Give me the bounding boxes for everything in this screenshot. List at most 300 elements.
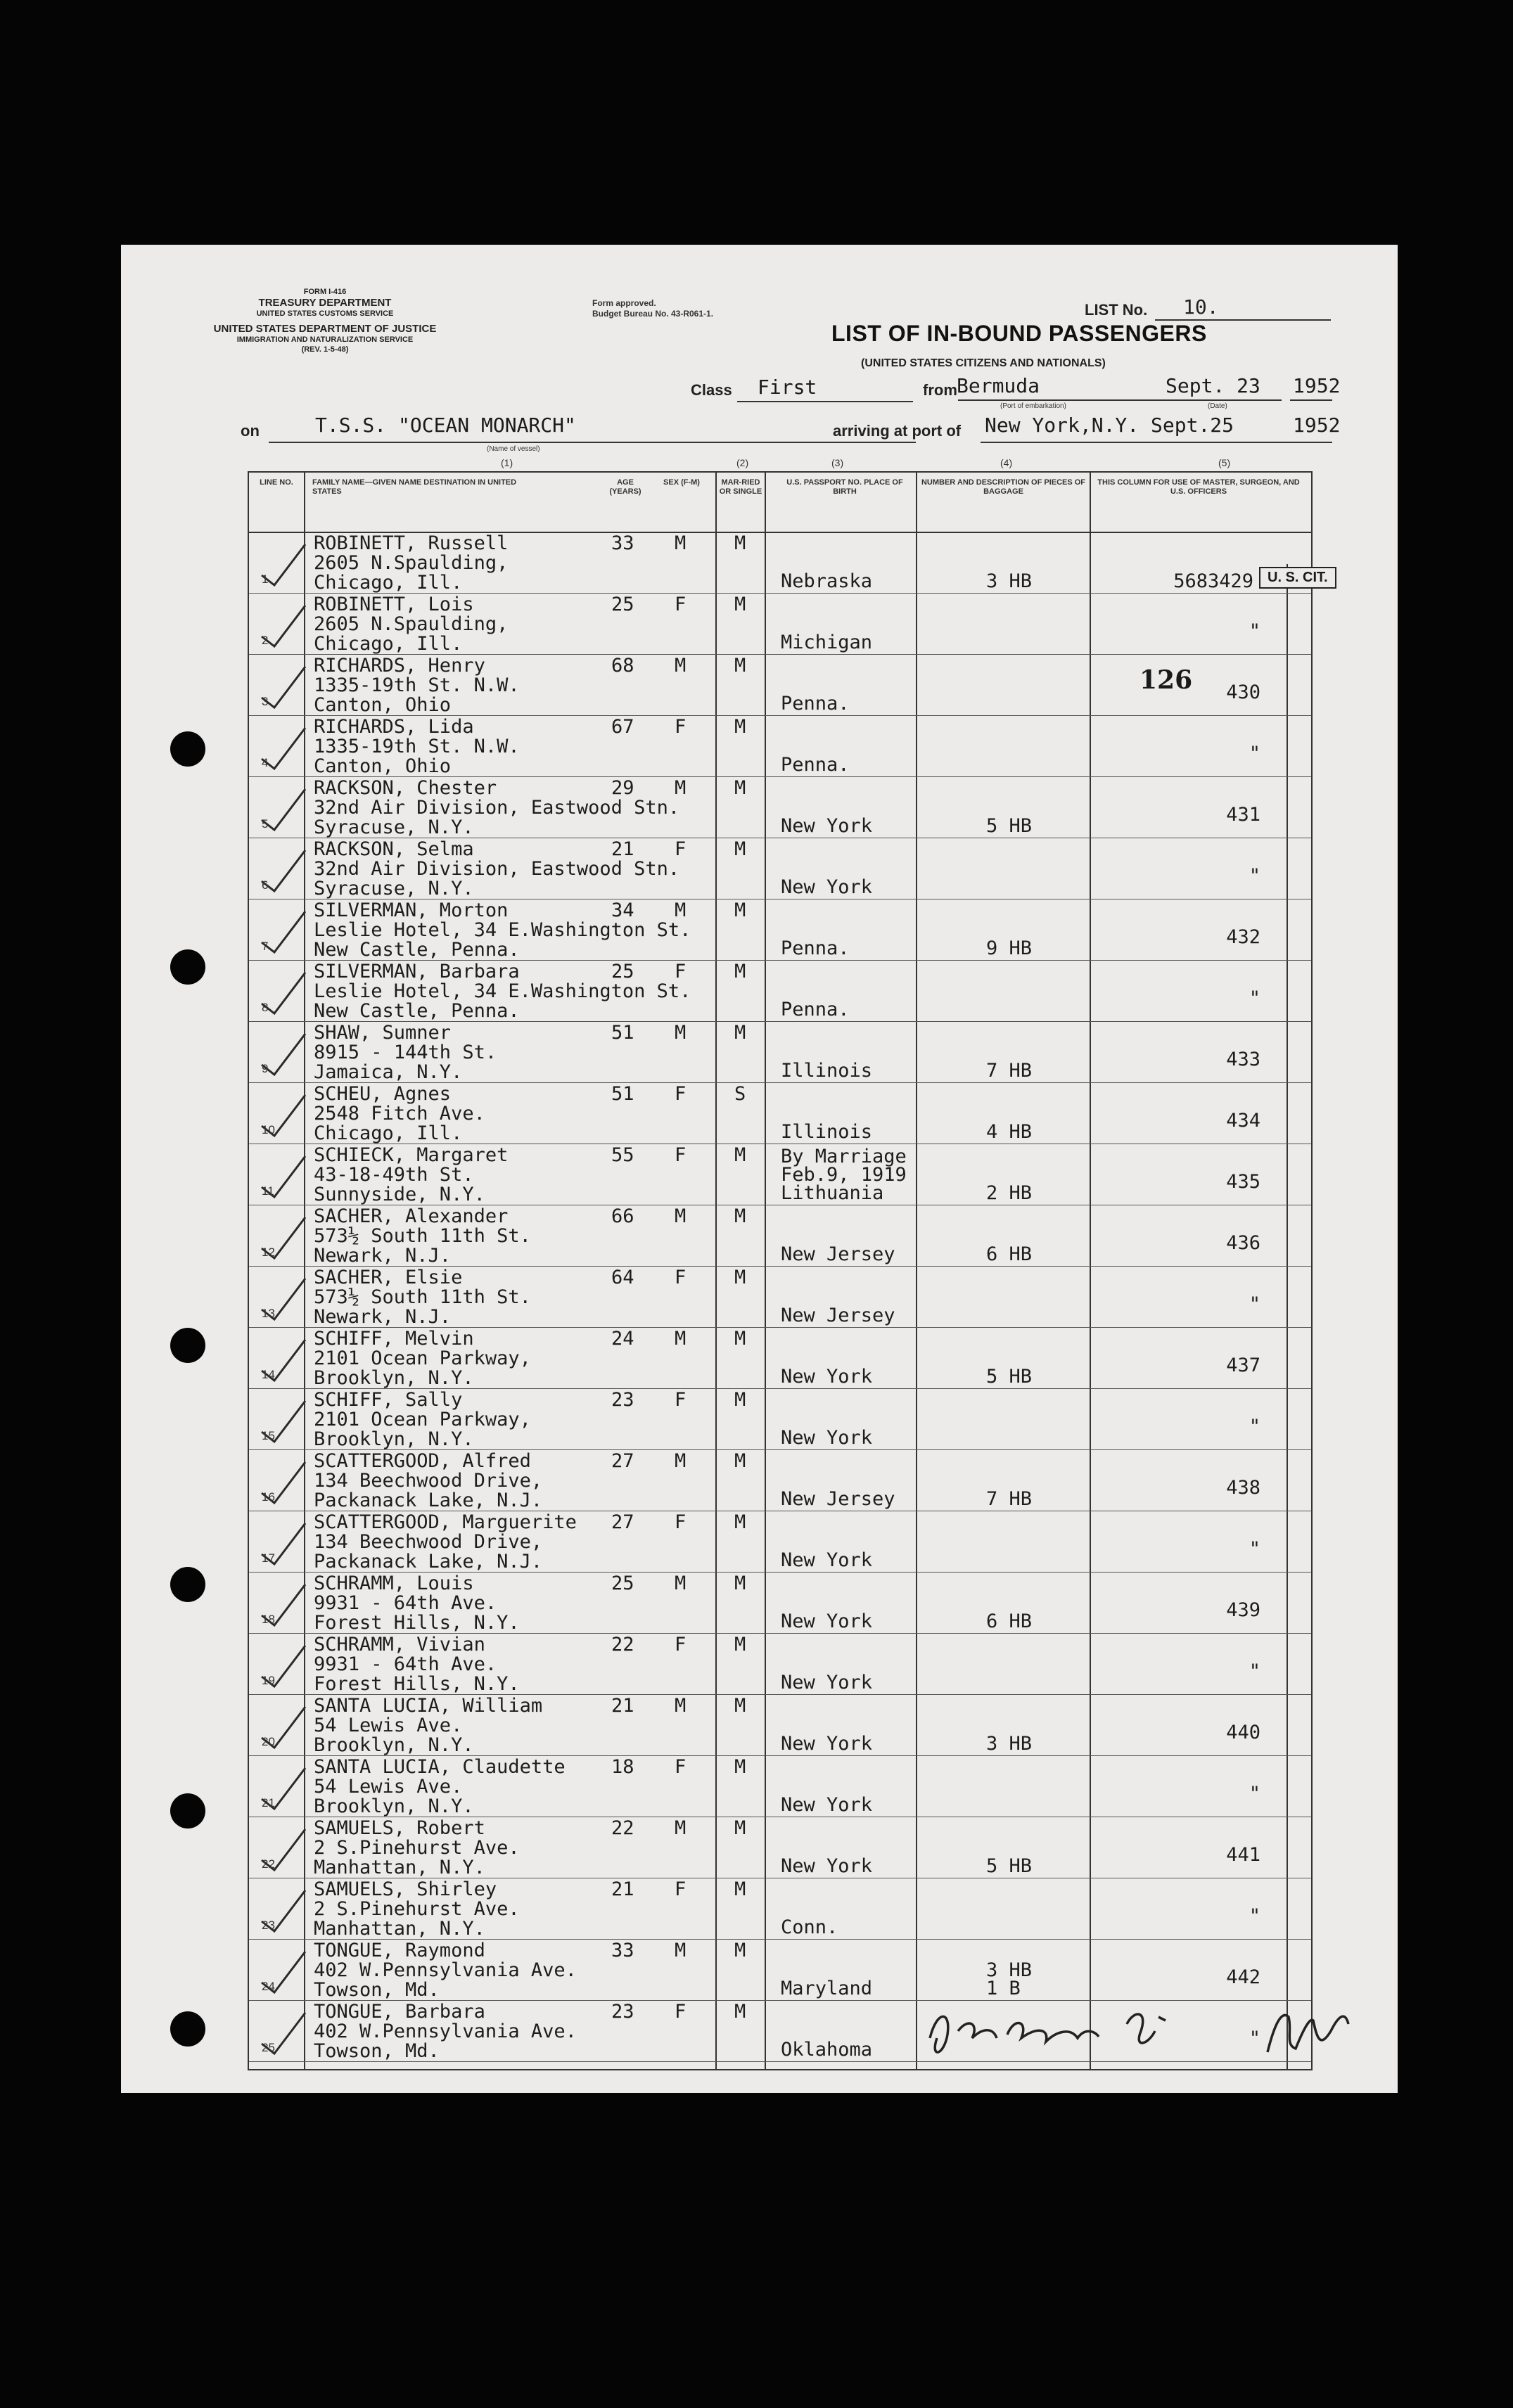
- baggage: 5 HB: [986, 815, 1033, 837]
- passenger-name: RACKSON, Chester: [314, 777, 497, 799]
- customs-service: UNITED STATES CUSTOMS SERVICE: [256, 309, 394, 318]
- place-of-birth: Michigan: [781, 632, 873, 653]
- age: 23: [611, 1389, 634, 1411]
- passenger-name: SCHEU, Agnes: [314, 1083, 452, 1105]
- place-of-birth: New Jersey: [781, 1488, 895, 1510]
- marital-status: M: [734, 1144, 746, 1166]
- line-number: 16: [262, 1490, 275, 1504]
- place-of-birth: Penna.: [781, 999, 850, 1020]
- passenger-name: SHAW, Sumner: [314, 1022, 452, 1044]
- sex: M: [675, 655, 687, 677]
- sex: F: [675, 1511, 687, 1533]
- sex: M: [675, 532, 687, 554]
- address-line-2: Chicago, Ill.: [314, 633, 463, 655]
- age: 21: [611, 838, 634, 860]
- list-number-value: 10.: [1183, 295, 1219, 319]
- column-number-3: (3): [831, 457, 844, 468]
- officer-number: ": [1249, 1416, 1260, 1437]
- arrival-year-line: [1290, 442, 1332, 443]
- officer-number: ": [1249, 987, 1260, 1009]
- place-of-birth: Penna.: [781, 937, 850, 959]
- marital-status: M: [734, 1940, 746, 1961]
- passenger-name: SAMUELS, Shirley: [314, 1878, 497, 1900]
- line-number: 11: [262, 1184, 274, 1198]
- table-row: [249, 1755, 1311, 1817]
- column-number-5: (5): [1218, 457, 1231, 468]
- line-number: 15: [262, 1429, 275, 1442]
- officer-number: 435: [1226, 1171, 1260, 1193]
- marital-status: S: [734, 1083, 746, 1105]
- sex: M: [675, 1450, 687, 1472]
- ins-service: IMMIGRATION AND NATURALIZATION SERVICE: [236, 335, 414, 344]
- sex: F: [675, 1144, 687, 1166]
- class-label: Class: [691, 381, 732, 399]
- baggage: 6 HB: [986, 1243, 1033, 1265]
- age: 25: [611, 1573, 634, 1594]
- table-row: [249, 1572, 1311, 1634]
- address-line-1: 1335-19th St. N.W.: [314, 674, 520, 696]
- line-number: 12: [262, 1245, 275, 1259]
- line-number: 25: [262, 2041, 275, 2054]
- baggage: 3 HB: [986, 1733, 1033, 1755]
- place-of-birth: Penna.: [781, 693, 850, 715]
- baggage: 7 HB: [986, 1060, 1033, 1082]
- baggage: 6 HB: [986, 1610, 1033, 1632]
- sex: M: [675, 899, 687, 921]
- address-line-1: 134 Beechwood Drive,: [314, 1531, 543, 1553]
- form-approved-text: Form approved.: [592, 298, 656, 308]
- address-line-2: Brooklyn, N.Y.: [314, 1795, 474, 1817]
- address-line-1: 134 Beechwood Drive,: [314, 1470, 543, 1492]
- place-of-birth: Maryland: [781, 1978, 873, 1999]
- marital-status: M: [734, 1573, 746, 1594]
- officer-number: 437: [1226, 1354, 1260, 1376]
- officer-number: 433: [1226, 1049, 1260, 1070]
- officer-number: ": [1249, 1293, 1260, 1315]
- baggage: 3 HB: [986, 570, 1033, 592]
- age: 27: [611, 1450, 634, 1472]
- passenger-name: SCHIFF, Melvin: [314, 1328, 474, 1350]
- punch-hole: [170, 1567, 205, 1602]
- form-approval: [592, 298, 713, 319]
- age: 29: [611, 777, 634, 799]
- place-of-birth: Penna.: [781, 754, 850, 776]
- table-row: [249, 1817, 1311, 1878]
- table-row: [249, 532, 1311, 594]
- passenger-name: SCATTERGOOD, Marguerite: [314, 1511, 577, 1533]
- table-row: [249, 1694, 1311, 1756]
- address-line-1: 32nd Air Division, Eastwood Stn.: [314, 797, 680, 819]
- address-line-1: 54 Lewis Ave.: [314, 1715, 463, 1736]
- place-of-birth: Lithuania: [781, 1182, 884, 1204]
- table-row: [249, 1449, 1311, 1511]
- address-line-1: 573½ South 11th St.: [314, 1286, 531, 1308]
- passenger-name: SCHRAMM, Vivian: [314, 1634, 485, 1656]
- sex: F: [675, 594, 687, 615]
- officer-number: 442: [1226, 1966, 1260, 1988]
- address-line-2: Manhattan, N.Y.: [314, 1857, 485, 1878]
- sex: F: [675, 1083, 687, 1105]
- place-of-birth: Conn.: [781, 1916, 838, 1938]
- marital-status: M: [734, 1389, 746, 1411]
- address-line-1: 2101 Ocean Parkway,: [314, 1409, 531, 1430]
- table-row: [249, 899, 1311, 961]
- revision: (REV. 1-5-48): [301, 345, 349, 354]
- table-row: [249, 776, 1311, 838]
- officer-number: 438: [1226, 1477, 1260, 1499]
- officer-number: 430: [1226, 681, 1260, 703]
- marital-status: M: [734, 1756, 746, 1778]
- officer-number: ": [1249, 1783, 1260, 1805]
- punch-hole: [170, 1793, 205, 1829]
- officer-number: ": [1249, 865, 1260, 887]
- punch-hole: [170, 2011, 205, 2047]
- line-number: 3: [262, 695, 269, 708]
- table-row: [249, 1021, 1311, 1083]
- baggage: 2 HB: [986, 1182, 1033, 1204]
- table-row: [249, 715, 1311, 777]
- passenger-manifest-sheet: [121, 245, 1398, 2093]
- marital-status: M: [734, 1511, 746, 1533]
- marital-status: M: [734, 961, 746, 982]
- place-of-birth: New York: [781, 1733, 873, 1755]
- address-line-2: Brooklyn, N.Y.: [314, 1367, 474, 1389]
- address-line-1: 9931 - 64th Ave.: [314, 1653, 497, 1675]
- address-line-1: 2605 N.Spaulding,: [314, 613, 509, 635]
- punch-hole: [170, 949, 205, 985]
- baggage: 5 HB: [986, 1855, 1033, 1877]
- line-number: 10: [262, 1123, 275, 1136]
- punch-hole: [170, 731, 205, 767]
- officer-number: 434: [1226, 1110, 1260, 1132]
- table-row: [249, 838, 1311, 899]
- age: 27: [611, 1511, 634, 1533]
- passenger-name: SANTA LUCIA, Claudette: [314, 1756, 566, 1778]
- line-number: 4: [262, 756, 269, 769]
- inspector-signature: [916, 1989, 1394, 2066]
- address-line-2: Syracuse, N.Y.: [314, 878, 474, 899]
- departure-date: Sept. 23: [1166, 374, 1260, 397]
- line-number: 2: [262, 634, 269, 647]
- line-number: 23: [262, 1919, 275, 1932]
- place-of-birth: New York: [781, 1672, 873, 1693]
- officer-number: 441: [1226, 1844, 1260, 1866]
- place-of-birth: New Jersey: [781, 1243, 895, 1265]
- date-caption: (Date): [1208, 402, 1227, 410]
- baggage: 9 HB: [986, 937, 1033, 959]
- address-line-2: Chicago, Ill.: [314, 572, 463, 594]
- officer-number: 432: [1226, 926, 1260, 948]
- address-line-1: 402 W.Pennsylvania Ave.: [314, 1959, 577, 1981]
- address-line-2: Brooklyn, N.Y.: [314, 1428, 474, 1450]
- passenger-name: SILVERMAN, Barbara: [314, 961, 520, 982]
- marital-status: M: [734, 899, 746, 921]
- address-line-1: Leslie Hotel, 34 E.Washington St.: [314, 919, 691, 941]
- marital-status: M: [734, 1634, 746, 1656]
- address-line-2: Sunnyside, N.Y.: [314, 1184, 485, 1205]
- address-line-1: 2101 Ocean Parkway,: [314, 1347, 531, 1369]
- sex: M: [675, 1940, 687, 1961]
- date-line: [1162, 399, 1282, 401]
- address-line-2: Forest Hills, N.Y.: [314, 1612, 520, 1634]
- sex: F: [675, 961, 687, 982]
- address-line-1: 402 W.Pennsylvania Ave.: [314, 2020, 577, 2042]
- baggage: 1 B: [986, 1978, 1021, 1999]
- address-line-1: 54 Lewis Ave.: [314, 1776, 463, 1798]
- passenger-name: SACHER, Elsie: [314, 1267, 463, 1288]
- place-of-birth: New Jersey: [781, 1305, 895, 1326]
- passenger-name: TONGUE, Barbara: [314, 2001, 485, 2023]
- address-line-1: 2548 Fitch Ave.: [314, 1103, 485, 1125]
- passenger-name: TONGUE, Raymond: [314, 1940, 485, 1961]
- sex: M: [675, 1817, 687, 1839]
- table-row: [249, 960, 1311, 1022]
- line-number: 24: [262, 1980, 275, 1993]
- address-line-2: Manhattan, N.Y.: [314, 1918, 485, 1940]
- age: 67: [611, 716, 634, 738]
- passenger-name: RICHARDS, Henry: [314, 655, 485, 677]
- header-officers: THIS COLUMN FOR USE OF MASTER, SURGEON, AND U.S. OFFICERS: [1097, 478, 1300, 496]
- passenger-name: ROBINETT, Lois: [314, 594, 474, 615]
- age: 25: [611, 961, 634, 982]
- baggage: 7 HB: [986, 1488, 1033, 1510]
- officer-number: ": [1249, 743, 1260, 764]
- address-line-2: Newark, N.J.: [314, 1245, 452, 1267]
- column-number-1: (1): [501, 457, 513, 468]
- place-of-birth: New York: [781, 1427, 873, 1449]
- header-name: FAMILY NAME—GIVEN NAME DESTINATION IN UNITED STATES: [312, 478, 517, 496]
- table-row: [249, 593, 1311, 655]
- age: 21: [611, 1695, 634, 1717]
- age: 22: [611, 1634, 634, 1656]
- address-line-1: 1335-19th St. N.W.: [314, 736, 520, 757]
- address-line-2: Chicago, Ill.: [314, 1122, 463, 1144]
- form-number: FORM I-416: [303, 288, 347, 296]
- sex: F: [675, 1634, 687, 1656]
- officer-number: 436: [1226, 1232, 1260, 1254]
- passenger-name: SACHER, Alexander: [314, 1205, 509, 1227]
- age: 33: [611, 532, 634, 554]
- line-number: 22: [262, 1857, 275, 1871]
- passenger-name: ROBINETT, Russell: [314, 532, 509, 554]
- port-embarkation-caption: (Port of embarkation): [1000, 402, 1066, 410]
- marital-status: M: [734, 1695, 746, 1717]
- table-row: [249, 1878, 1311, 1940]
- line-number: 5: [262, 817, 269, 831]
- officer-number: 440: [1226, 1722, 1260, 1743]
- table-row: [249, 1205, 1311, 1267]
- treasury-department: TREASURY DEPARTMENT: [258, 297, 392, 309]
- passenger-name: RACKSON, Selma: [314, 838, 474, 860]
- header-age: AGE (YEARS): [609, 478, 641, 496]
- age: 51: [611, 1022, 634, 1044]
- marital-status: M: [734, 838, 746, 860]
- punch-hole: [170, 1328, 205, 1363]
- header-passport: U.S. PASSPORT NO. PLACE OF BIRTH: [786, 478, 903, 496]
- vessel-name: T.S.S. "OCEAN MONARCH": [315, 414, 576, 437]
- vessel-caption: (Name of vessel): [487, 445, 540, 453]
- table-row: [249, 1082, 1311, 1144]
- address-line-2: New Castle, Penna.: [314, 939, 520, 961]
- birth-note-2: Feb.9, 1919: [781, 1164, 907, 1186]
- sex: M: [675, 777, 687, 799]
- address-line-2: Towson, Md.: [314, 1979, 440, 2001]
- address-line-2: Canton, Ohio: [314, 694, 452, 716]
- age: 51: [611, 1083, 634, 1105]
- sex: M: [675, 1573, 687, 1594]
- address-line-1: 2 S.Pinehurst Ave.: [314, 1898, 520, 1920]
- officer-number: ": [1249, 2028, 1260, 2049]
- place-of-birth: Illinois: [781, 1121, 873, 1143]
- table-row: [249, 1144, 1311, 1205]
- column-number-4: (4): [1000, 457, 1013, 468]
- line-number: 18: [262, 1613, 275, 1626]
- column-number-2: (2): [736, 457, 749, 468]
- place-of-birth: New York: [781, 876, 873, 898]
- place-of-birth: New York: [781, 1610, 873, 1632]
- us-citizen-stamp: U. S. CIT.: [1259, 567, 1336, 589]
- officer-number: ": [1249, 1905, 1260, 1927]
- page-mark: 126: [1139, 665, 1193, 695]
- address-line-1: 9931 - 64th Ave.: [314, 1592, 497, 1614]
- age: 34: [611, 899, 634, 921]
- sex: F: [675, 1756, 687, 1778]
- arrival-port-date: New York,N.Y. Sept.25: [985, 414, 1234, 437]
- class-value: First: [758, 376, 817, 399]
- age: 25: [611, 594, 634, 615]
- form-identification: [205, 287, 445, 354]
- table-row: [249, 1327, 1311, 1389]
- table-row: [249, 1388, 1311, 1450]
- sex: M: [675, 1695, 687, 1717]
- line-number: 20: [262, 1735, 275, 1748]
- arriving-label: arriving at port of: [833, 422, 962, 440]
- line-number: 7: [262, 940, 269, 953]
- place-of-birth: Oklahoma: [781, 2039, 873, 2061]
- table-row: [249, 1266, 1311, 1328]
- address-line-2: Canton, Ohio: [314, 755, 452, 777]
- vessel-line: [269, 442, 916, 443]
- sex: F: [675, 2001, 687, 2023]
- sex: M: [675, 1022, 687, 1044]
- passenger-table: [248, 471, 1313, 2070]
- place-of-birth: New York: [781, 815, 873, 837]
- sex: F: [675, 838, 687, 860]
- line-number: 19: [262, 1674, 275, 1687]
- address-line-1: 8915 - 144th St.: [314, 1042, 497, 1063]
- marital-status: M: [734, 1817, 746, 1839]
- arrival-year: 1952: [1293, 414, 1341, 437]
- address-line-2: Newark, N.J.: [314, 1306, 452, 1328]
- class-line: [737, 401, 913, 402]
- place-of-birth: New York: [781, 1855, 873, 1877]
- marital-status: M: [734, 1450, 746, 1472]
- departure-year: 1952: [1293, 374, 1341, 397]
- line-number: 17: [262, 1551, 275, 1565]
- marital-status: M: [734, 655, 746, 677]
- age: 66: [611, 1205, 634, 1227]
- from-value: Bermuda: [957, 374, 1040, 397]
- line-number: 13: [262, 1307, 275, 1320]
- address-line-2: Forest Hills, N.Y.: [314, 1673, 520, 1695]
- marital-status: M: [734, 594, 746, 615]
- age: 23: [611, 2001, 634, 2023]
- marital-status: M: [734, 1022, 746, 1044]
- birth-note-1: By Marriage: [781, 1146, 907, 1167]
- marital-status: M: [734, 1205, 746, 1227]
- place-of-birth: New York: [781, 1366, 873, 1388]
- from-label: from: [923, 381, 957, 399]
- passenger-name: SCHIFF, Sally: [314, 1389, 463, 1411]
- address-line-1: 43-18-49th St.: [314, 1164, 474, 1186]
- marital-status: M: [734, 1878, 746, 1900]
- address-line-2: Jamaica, N.Y.: [314, 1061, 463, 1083]
- sex: F: [675, 1267, 687, 1288]
- sex: F: [675, 1389, 687, 1411]
- address-line-2: New Castle, Penna.: [314, 1000, 520, 1022]
- document-title: LIST OF IN-BOUND PASSENGERS: [831, 321, 1207, 346]
- marital-status: M: [734, 716, 746, 738]
- address-line-2: Towson, Md.: [314, 2040, 440, 2062]
- line-number: 6: [262, 878, 269, 892]
- line-number: 9: [262, 1062, 269, 1075]
- age: 24: [611, 1328, 634, 1350]
- age: 22: [611, 1817, 634, 1839]
- age: 64: [611, 1267, 634, 1288]
- address-line-1: 32nd Air Division, Eastwood Stn.: [314, 858, 680, 880]
- on-label: on: [241, 422, 260, 440]
- officer-number: ": [1249, 620, 1260, 642]
- address-line-1: 2605 N.Spaulding,: [314, 552, 509, 574]
- line-number: 14: [262, 1368, 275, 1381]
- passenger-name: SAMUELS, Robert: [314, 1817, 485, 1839]
- document-subtitle: (UNITED STATES CITIZENS AND NATIONALS): [861, 357, 1106, 369]
- address-line-2: Brooklyn, N.Y.: [314, 1734, 474, 1756]
- baggage-line-1: 3 HB: [986, 1959, 1033, 1981]
- officer-number: 439: [1226, 1599, 1260, 1621]
- address-line-1: 2 S.Pinehurst Ave.: [314, 1837, 520, 1859]
- officer-number: 5683429: [1173, 570, 1253, 592]
- department-of-justice: UNITED STATES DEPARTMENT OF JUSTICE: [213, 323, 437, 335]
- age: 55: [611, 1144, 634, 1166]
- line-number: 1: [262, 572, 269, 586]
- line-number: 8: [262, 1001, 269, 1014]
- table-row: [249, 1633, 1311, 1695]
- address-line-1: 573½ South 11th St.: [314, 1225, 531, 1247]
- marital-status: M: [734, 2001, 746, 2023]
- officer-number: 431: [1226, 804, 1260, 826]
- address-line-1: Leslie Hotel, 34 E.Washington St.: [314, 980, 691, 1002]
- officer-number: ": [1249, 1660, 1260, 1682]
- baggage: 5 HB: [986, 1366, 1033, 1388]
- baggage: 4 HB: [986, 1121, 1033, 1143]
- from-line: [958, 399, 1183, 401]
- age: 21: [611, 1878, 634, 1900]
- passenger-name: SANTA LUCIA, William: [314, 1695, 543, 1717]
- sex: F: [675, 716, 687, 738]
- header-sex: SEX (F-M): [663, 478, 700, 487]
- passenger-name: SCHIECK, Margaret: [314, 1144, 509, 1166]
- officer-number: ": [1249, 1538, 1260, 1560]
- place-of-birth: Nebraska: [781, 570, 873, 592]
- sex: F: [675, 1878, 687, 1900]
- list-number: [1085, 295, 1219, 319]
- header-married: MAR-RIED OR SINGLE: [719, 478, 762, 496]
- year-line: [1290, 399, 1332, 401]
- passenger-name: SILVERMAN, Morton: [314, 899, 509, 921]
- table-row: [249, 1511, 1311, 1573]
- header-baggage: NUMBER AND DESCRIPTION OF PIECES OF BAGGAGE: [921, 478, 1086, 496]
